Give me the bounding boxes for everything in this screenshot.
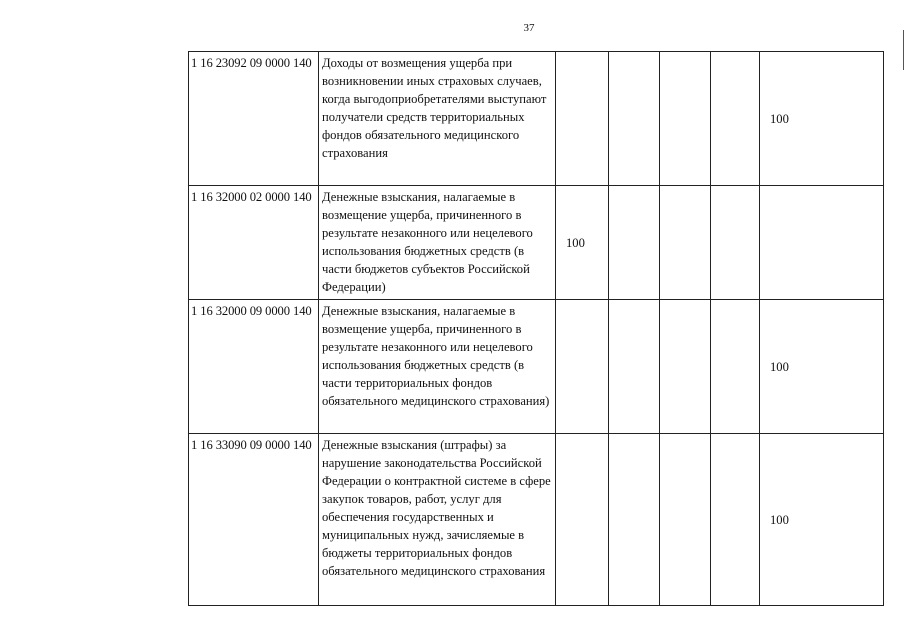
revenue-description: Доходы от возмещения ущерба при возникновении иных страховых случаев, когда выгодоприобретателями выступают получатели средств территориальных фондов обязательного медицинского страхования [319,52,556,186]
share-cell [711,300,760,434]
revenue-code: 1 16 23092 09 0000 140 [189,52,319,186]
share-cell [660,186,711,300]
share-cell: 100 [760,300,884,434]
share-cell [556,434,609,606]
share-cell [556,52,609,186]
revenue-distribution-table [188,51,884,606]
share-cell [660,300,711,434]
share-cell [711,186,760,300]
revenue-description: Денежные взыскания (штрафы) за нарушение законодательства Российской Федерации о контрактной системе в сфере закупок товаров, работ, услуг для обеспечения государственных и муниципальных нужд, зачисляемые в бюджеты территориальных фондов обязательного медицинского страхования [319,434,556,606]
share-cell [760,186,884,300]
page-number: 37 [523,22,535,34]
share-cell [660,434,711,606]
share-cell [711,52,760,186]
share-cell [609,52,660,186]
share-cell [556,300,609,434]
share-cell [609,300,660,434]
revenue-code: 1 16 32000 02 0000 140 [189,186,319,300]
revenue-description: Денежные взыскания, налагаемые в возмещение ущерба, причиненного в результате незаконного или нецелевого использования бюджетных средств (в части бюджетов субъектов Российской Федерации) [319,186,556,300]
share-cell [711,434,760,606]
revenue-description: Денежные взыскания, налагаемые в возмещение ущерба, причиненного в результате незаконного или нецелевого использования бюджетных средств (в части территориальных фондов обязательного медицинского страхования) [319,300,556,434]
share-cell [660,52,711,186]
share-cell: 100 [760,434,884,606]
share-cell: 100 [556,186,609,300]
share-cell [609,186,660,300]
revenue-code: 1 16 32000 09 0000 140 [189,300,319,434]
table-row [189,434,884,606]
revenue-code: 1 16 33090 09 0000 140 [189,434,319,606]
table-row [189,300,884,434]
table-row [189,186,884,300]
table-row [189,52,884,186]
scan-edge-mark [903,30,904,70]
share-cell [609,434,660,606]
share-cell: 100 [760,52,884,186]
